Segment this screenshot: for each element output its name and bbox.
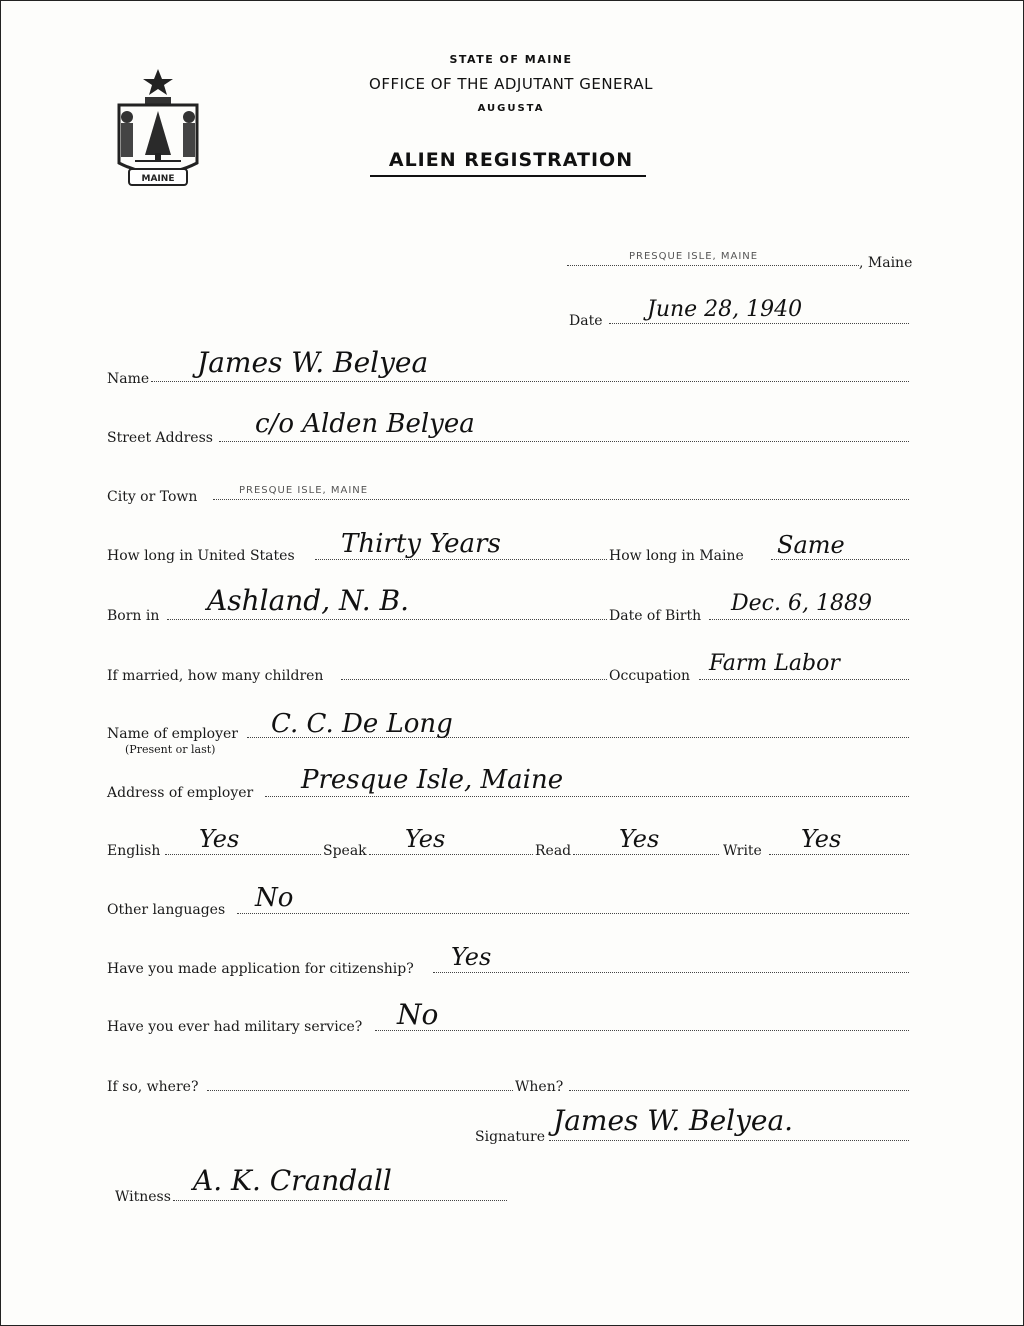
where-label: If so, where? bbox=[107, 1079, 199, 1095]
signature-label: Signature bbox=[475, 1129, 546, 1145]
write-value: Yes bbox=[801, 825, 842, 853]
title-underline bbox=[370, 175, 646, 177]
how-long-maine-label: How long in Maine bbox=[609, 548, 744, 564]
maine-state-seal-icon bbox=[105, 65, 211, 193]
name-value: James W. Belyea bbox=[197, 346, 429, 379]
place-line bbox=[567, 265, 859, 266]
maine-suffix-label: , Maine bbox=[859, 255, 913, 271]
citizenship-label: Have you made application for citizenship? bbox=[107, 961, 414, 977]
other-languages-line[interactable] bbox=[237, 913, 909, 914]
speak-value: Yes bbox=[405, 825, 446, 853]
how-long-maine-line[interactable] bbox=[771, 559, 909, 560]
header-office: OFFICE OF THE ADJUTANT GENERAL bbox=[369, 75, 653, 93]
signature-value: James W. Belyea. bbox=[553, 1104, 794, 1137]
read-value: Yes bbox=[619, 825, 660, 853]
signature-line[interactable] bbox=[549, 1140, 909, 1141]
employer-address-value: Presque Isle, Maine bbox=[301, 765, 564, 795]
english-value: Yes bbox=[199, 825, 240, 853]
when-label: When? bbox=[515, 1079, 564, 1095]
employer-address-line[interactable] bbox=[265, 796, 909, 797]
date-line[interactable] bbox=[609, 323, 909, 324]
header-state: STATE OF MAINE bbox=[449, 53, 573, 66]
name-label: Name bbox=[107, 371, 150, 387]
other-languages-label: Other languages bbox=[107, 902, 226, 918]
form-title: ALIEN REGISTRATION bbox=[388, 149, 634, 171]
dob-value: Dec. 6, 1889 bbox=[731, 591, 872, 616]
street-label: Street Address bbox=[107, 430, 213, 446]
write-label: Write bbox=[723, 843, 762, 859]
occupation-label: Occupation bbox=[609, 668, 691, 684]
date-label: Date bbox=[569, 313, 603, 329]
how-long-maine-value: Same bbox=[777, 531, 845, 559]
how-long-us-label: How long in United States bbox=[107, 548, 295, 564]
how-long-us-line[interactable] bbox=[315, 559, 607, 560]
how-long-us-value: Thirty Years bbox=[341, 529, 501, 559]
when-line[interactable] bbox=[569, 1090, 909, 1091]
citizenship-value: Yes bbox=[451, 943, 492, 971]
street-value: c/o Alden Belyea bbox=[255, 409, 475, 439]
read-line[interactable] bbox=[573, 854, 719, 855]
employer-name-label: Name of employer bbox=[107, 726, 238, 742]
where-line[interactable] bbox=[207, 1090, 513, 1091]
name-line[interactable] bbox=[151, 381, 909, 382]
dob-line[interactable] bbox=[709, 619, 909, 620]
military-value: No bbox=[397, 998, 439, 1031]
read-label: Read bbox=[535, 843, 572, 859]
witness-label: Witness bbox=[115, 1189, 171, 1205]
occupation-value: Farm Labor bbox=[709, 651, 840, 676]
occupation-line[interactable] bbox=[699, 679, 909, 680]
employer-name-value: C. C. De Long bbox=[271, 709, 453, 739]
date-value: June 28, 1940 bbox=[647, 297, 803, 322]
header-city: AUGUSTA bbox=[477, 103, 545, 114]
english-label: English bbox=[107, 843, 161, 859]
witness-value: A. K. Crandall bbox=[193, 1164, 392, 1197]
married-children-line[interactable] bbox=[341, 679, 607, 680]
born-in-value: Ashland, N. B. bbox=[207, 584, 410, 617]
employer-address-label: Address of employer bbox=[107, 785, 254, 801]
street-line[interactable] bbox=[219, 441, 909, 442]
english-line[interactable] bbox=[165, 854, 321, 855]
city-stamp: PRESQUE ISLE, MAINE bbox=[239, 485, 369, 496]
speak-label: Speak bbox=[323, 843, 367, 859]
seal-text: MAINE bbox=[141, 174, 175, 184]
place-stamp: PRESQUE ISLE, MAINE bbox=[629, 251, 759, 262]
citizenship-line[interactable] bbox=[433, 972, 909, 973]
write-line[interactable] bbox=[769, 854, 909, 855]
born-in-label: Born in bbox=[107, 608, 160, 624]
witness-line[interactable] bbox=[173, 1200, 507, 1201]
military-label: Have you ever had military service? bbox=[107, 1019, 363, 1035]
dob-label: Date of Birth bbox=[609, 608, 702, 624]
city-line[interactable] bbox=[213, 499, 909, 500]
speak-line[interactable] bbox=[369, 854, 533, 855]
married-children-label: If married, how many children bbox=[107, 668, 324, 684]
born-in-line[interactable] bbox=[167, 619, 607, 620]
employer-note: (Present or last) bbox=[125, 743, 216, 756]
city-label: City or Town bbox=[107, 489, 198, 505]
other-languages-value: No bbox=[255, 883, 294, 913]
military-line[interactable] bbox=[375, 1030, 909, 1031]
